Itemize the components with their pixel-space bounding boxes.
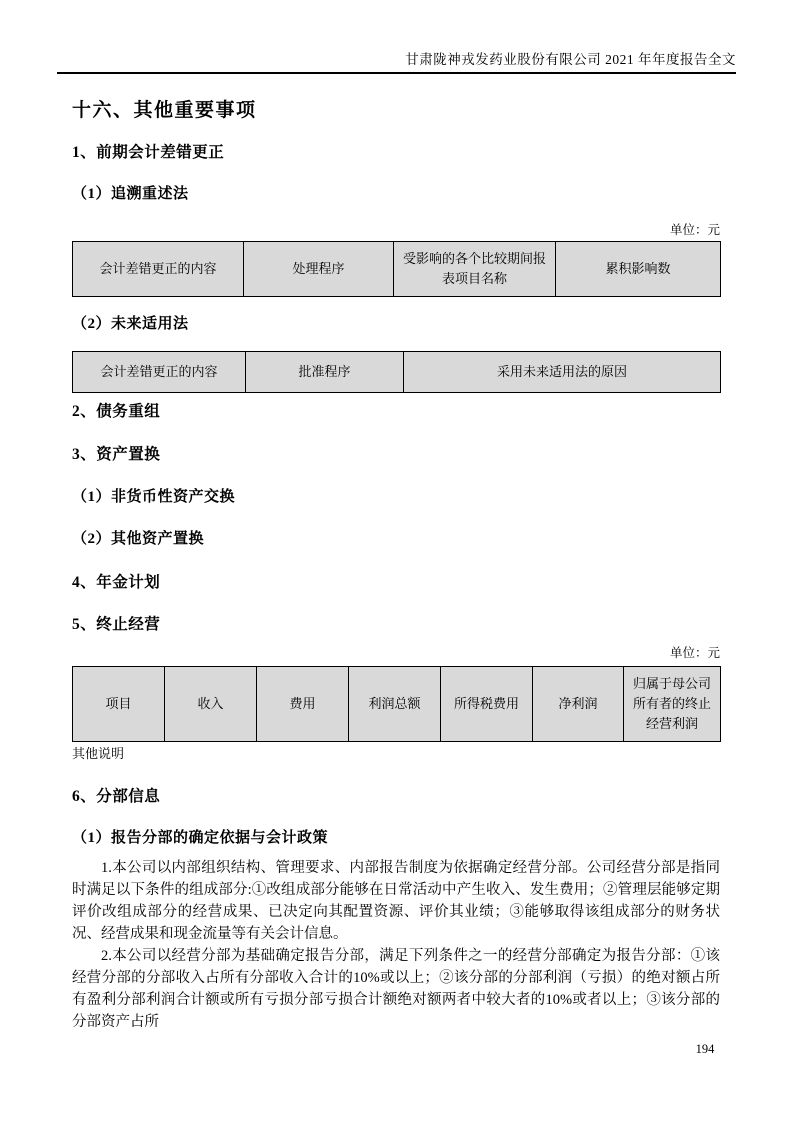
unit-label-1: 单位：元 xyxy=(669,223,720,237)
heading-discontinued-operation: 5、终止经营 xyxy=(72,616,161,633)
paragraph-reportable-segment-criteria: 2.本公司以经营分部为基础确定报告分部，满足下列条件之一的经营分部确定为报告分部：①该经营分部的分部收入占所有分部收入合计的10%或以上；②该分部的分部利润（亏损）的绝对额占所有盈利分部利润合计额或所有亏损分部亏损合计额绝对额两者中较大者的10%或者以上；③该分部的分部资产占所 xyxy=(72,948,720,1030)
heading-nonmonetary-exchange: （1）非货币性资产交换 xyxy=(72,489,236,505)
table-header-row xyxy=(73,667,721,742)
disc-col-net-profit: 净利润 xyxy=(533,667,624,742)
retro-col-affected-items: 受影响的各个比较期间报表项目名称 xyxy=(394,242,556,297)
retro-col-procedure: 处理程序 xyxy=(244,242,394,297)
chapter-title: 十六、其他重要事项 xyxy=(72,100,257,121)
disc-col-parent-profit: 归属于母公司所有者的终止经营利润 xyxy=(624,667,721,742)
disc-col-item: 项目 xyxy=(73,667,165,742)
prospective-correction-table xyxy=(72,351,721,393)
retro-col-cumulative-impact: 累积影响数 xyxy=(556,242,721,297)
disc-col-expense: 费用 xyxy=(257,667,349,742)
discontinued-operation-table xyxy=(72,666,721,742)
doc-header-title: 甘肃陇神戎发药业股份有限公司 2021 年年度报告全文 xyxy=(405,52,736,67)
heading-other-asset-swap: （2）其他资产置换 xyxy=(72,531,205,547)
future-col-content: 会计差错更正的内容 xyxy=(73,352,246,393)
paragraph-segment-definition: 1.本公司以内部组织结构、管理要求、内部报告制度为依据确定经营分部。公司经营分部是指同时满足以下条件的组成部分:①改组成部分能够在日常活动中产生收入、发生费用；②管理层能够定期评价改组成部分的经营成果、已决定向其配置资源、评价其业绩；③能够取得该组成部分的财务状况、经营成果和现金流量等有关会计信息。 xyxy=(72,860,720,942)
other-note-label: 其他说明 xyxy=(72,746,125,761)
heading-asset-swap: 3、资产置换 xyxy=(72,446,161,463)
heading-prior-error-correction: 1、前期会计差错更正 xyxy=(72,144,225,161)
heading-annuity-plan: 4、年金计划 xyxy=(72,574,161,591)
table-header-row xyxy=(73,352,721,393)
heading-debt-restructuring: 2、债务重组 xyxy=(72,403,161,420)
disc-col-income-tax: 所得税费用 xyxy=(441,667,533,742)
retro-col-content: 会计差错更正的内容 xyxy=(73,242,244,297)
segment-basis-body xyxy=(72,857,720,1033)
heading-prospective-method: （2）未来适用法 xyxy=(72,316,189,332)
doc-header xyxy=(57,0,736,74)
retrospective-correction-table xyxy=(72,241,721,297)
heading-segment-basis: （1）报告分部的确定依据与会计政策 xyxy=(72,830,329,846)
future-col-reason: 采用未来适用法的原因 xyxy=(404,352,721,393)
page-number: 194 xyxy=(695,1042,715,1056)
unit-label-2: 单位：元 xyxy=(669,646,720,660)
heading-retrospective-method: （1）追溯重述法 xyxy=(72,186,189,202)
table-header-row xyxy=(73,242,721,297)
future-col-approval: 批准程序 xyxy=(246,352,404,393)
heading-segment-info: 6、分部信息 xyxy=(72,788,161,805)
disc-col-revenue: 收入 xyxy=(165,667,257,742)
disc-col-total-profit: 利润总额 xyxy=(349,667,441,742)
